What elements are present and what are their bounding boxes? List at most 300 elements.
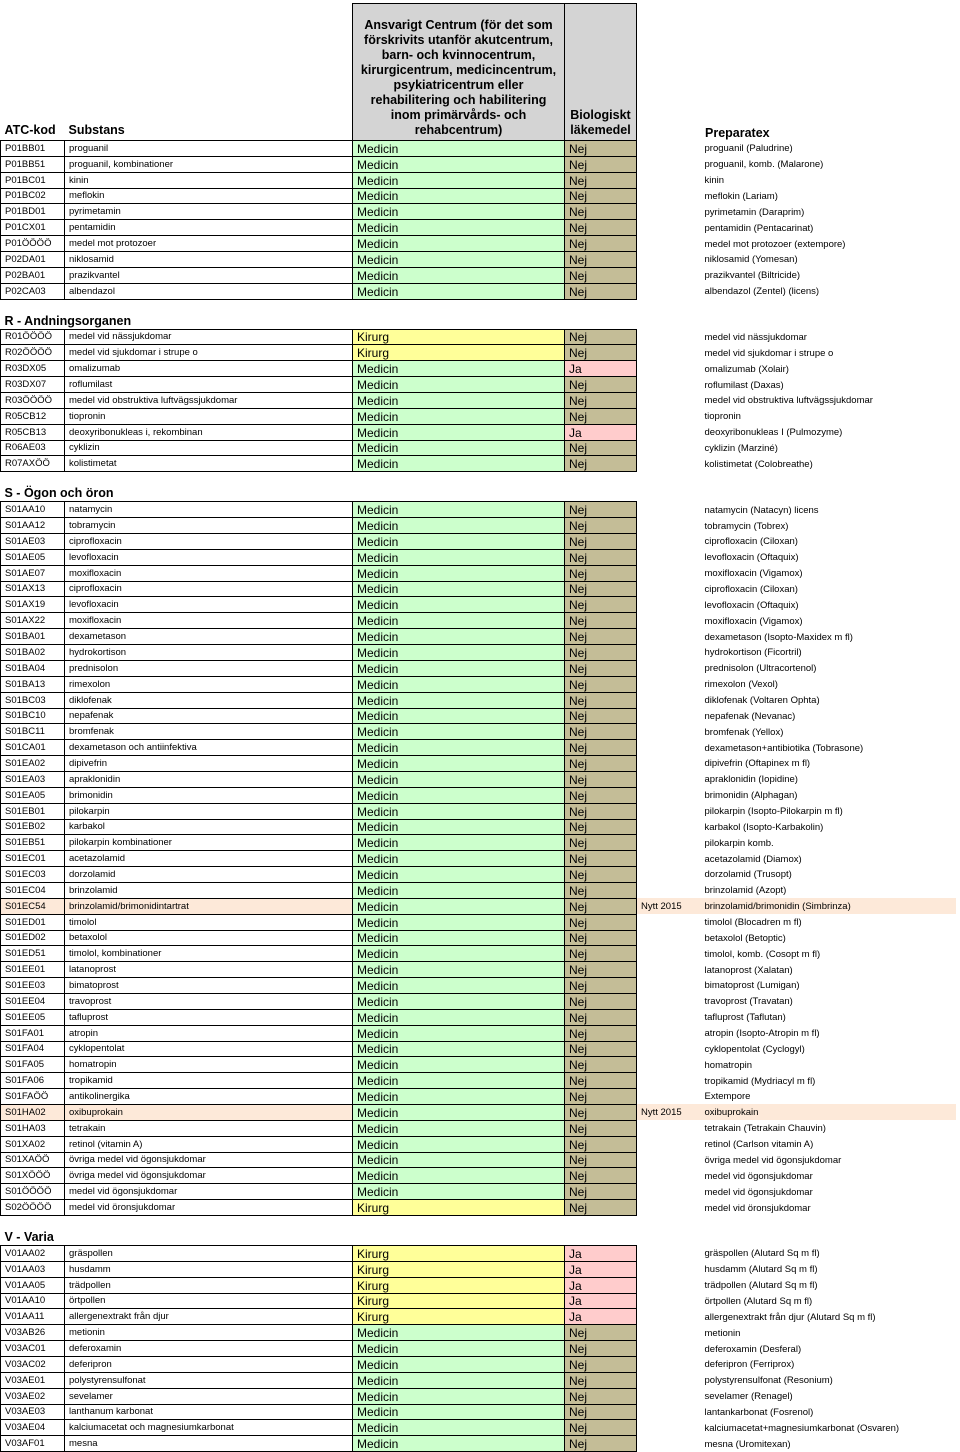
- ansvarigt-centrum: Medicin: [353, 456, 565, 472]
- biologiskt-lakemedel: Nej: [565, 676, 637, 692]
- preparat: roflumilast (Daxas): [704, 379, 784, 391]
- biologiskt-lakemedel: Nej: [565, 236, 637, 252]
- note: [637, 267, 703, 283]
- ansvarigt-centrum: Medicin: [353, 565, 565, 581]
- atc-code: V01AA02: [1, 1246, 65, 1262]
- biologiskt-lakemedel: Nej: [565, 1404, 637, 1420]
- biologiskt-lakemedel: Nej: [565, 456, 637, 472]
- substans: örtpollen: [65, 1293, 353, 1309]
- substans: medel vid nässjukdomar: [65, 329, 353, 345]
- biologiskt-lakemedel: Nej: [565, 898, 637, 914]
- note: [637, 1293, 703, 1309]
- preparat: timolol (Blocadren m fl): [704, 917, 802, 929]
- substans: dexametason och antiinfektiva: [65, 740, 353, 756]
- note: [637, 1184, 703, 1200]
- ansvarigt-centrum: Medicin: [353, 1436, 565, 1452]
- atc-code: S01EB01: [1, 803, 65, 819]
- biologiskt-lakemedel: Nej: [565, 835, 637, 851]
- section-title: S - Ögon och öron: [4, 486, 114, 501]
- table-row: [1, 1277, 956, 1293]
- ansvarigt-centrum: Medicin: [353, 1025, 565, 1041]
- ansvarigt-centrum: Kirurg: [353, 329, 565, 345]
- atc-code: S01EB51: [1, 835, 65, 851]
- atc-code: R06AE03: [1, 440, 65, 456]
- biologiskt-lakemedel: Ja: [565, 1309, 637, 1325]
- biologiskt-lakemedel: Nej: [565, 1184, 637, 1200]
- note: [637, 914, 703, 930]
- atc-code: S01FA01: [1, 1025, 65, 1041]
- biologiskt-lakemedel: Nej: [565, 345, 637, 361]
- preparat: dexametason (Isopto-Maxidex m fl): [704, 631, 853, 643]
- table-row: [1, 1261, 956, 1277]
- table-row: [1, 993, 956, 1009]
- biologiskt-lakemedel: Nej: [565, 1057, 637, 1073]
- ansvarigt-centrum: Medicin: [353, 597, 565, 613]
- header-preparatex: Preparatex: [705, 125, 770, 140]
- atc-code: V03AE03: [1, 1404, 65, 1420]
- table-row: [1, 534, 956, 550]
- biologiskt-lakemedel: Nej: [565, 629, 637, 645]
- substans: travoprost: [65, 993, 353, 1009]
- biologiskt-lakemedel: Ja: [565, 424, 637, 440]
- table-row: [1, 361, 956, 377]
- substans: betaxolol: [65, 930, 353, 946]
- atc-code: S01FA05: [1, 1057, 65, 1073]
- note: [637, 708, 703, 724]
- biologiskt-lakemedel: Nej: [565, 978, 637, 994]
- preparat: atropin (Isopto-Atropin m fl): [704, 1028, 820, 1040]
- note: [637, 1057, 703, 1073]
- note: [637, 819, 703, 835]
- biologiskt-lakemedel: Nej: [565, 283, 637, 299]
- substans: deferoxamin: [65, 1341, 353, 1357]
- header-biologiskt: Biologiskt läkemedel: [565, 4, 637, 141]
- substans: medel vid sjukdomar i strupe o: [65, 345, 353, 361]
- note: Nytt 2015: [637, 1104, 703, 1120]
- ansvarigt-centrum: Medicin: [353, 141, 565, 157]
- atc-code: P01BC01: [1, 172, 65, 188]
- atc-code: R03DX05: [1, 361, 65, 377]
- atc-code: S01EC01: [1, 851, 65, 867]
- preparat: moxifloxacin (Vigamox): [704, 615, 803, 627]
- substans: niklosamid: [65, 252, 353, 268]
- ansvarigt-centrum: Medicin: [353, 993, 565, 1009]
- table-row: [1, 1089, 956, 1105]
- preparat: polystyrensulfonat (Resonium): [704, 1375, 833, 1387]
- atc-code: S01AE07: [1, 565, 65, 581]
- atc-code: P01BB01: [1, 141, 65, 157]
- ansvarigt-centrum: Medicin: [353, 534, 565, 550]
- table-row: [1, 978, 956, 994]
- atc-code: S01BA01: [1, 629, 65, 645]
- substans: timolol: [65, 914, 353, 930]
- note: [637, 361, 703, 377]
- atc-code: S01EE04: [1, 993, 65, 1009]
- biologiskt-lakemedel: Ja: [565, 361, 637, 377]
- note: [637, 692, 703, 708]
- atc-code: S01EA03: [1, 771, 65, 787]
- preparat: dipivefrin (Oftapinex m fl): [704, 758, 811, 770]
- biologiskt-lakemedel: Nej: [565, 1200, 637, 1216]
- substans: tobramycin: [65, 518, 353, 534]
- preparat: kinin: [704, 175, 725, 187]
- header-row: [1, 4, 956, 141]
- ansvarigt-centrum: Medicin: [353, 882, 565, 898]
- ansvarigt-centrum: Medicin: [353, 1104, 565, 1120]
- atc-code: V03AB26: [1, 1325, 65, 1341]
- section-header: [1, 485, 956, 502]
- biologiskt-lakemedel: Nej: [565, 581, 637, 597]
- table-row: [1, 898, 956, 914]
- biologiskt-lakemedel: Nej: [565, 946, 637, 962]
- substans: medel vid obstruktiva luftvägssjukdomar: [65, 393, 353, 409]
- substans: homatropin: [65, 1057, 353, 1073]
- atc-code: V01AA11: [1, 1309, 65, 1325]
- table-row: [1, 1041, 956, 1057]
- ansvarigt-centrum: Medicin: [353, 252, 565, 268]
- atc-code: S01FA04: [1, 1041, 65, 1057]
- ansvarigt-centrum: Medicin: [353, 220, 565, 236]
- table-row: [1, 220, 956, 236]
- ansvarigt-centrum: Medicin: [353, 1388, 565, 1404]
- preparat: bromfenak (Yellox): [704, 726, 784, 738]
- atc-code: S01EB02: [1, 819, 65, 835]
- preparat: tetrakain (Tetrakain Chauvin): [704, 1123, 826, 1135]
- ansvarigt-centrum: Medicin: [353, 1404, 565, 1420]
- preparat: gräspollen (Alutard Sq m fl): [704, 1248, 820, 1260]
- biologiskt-lakemedel: Nej: [565, 756, 637, 772]
- preparat: bimatoprost (Lumigan): [704, 980, 800, 992]
- note: [637, 724, 703, 740]
- note: [637, 252, 703, 268]
- substans: sevelamer: [65, 1388, 353, 1404]
- ansvarigt-centrum: Medicin: [353, 708, 565, 724]
- substans: albendazol: [65, 283, 353, 299]
- biologiskt-lakemedel: Nej: [565, 1041, 637, 1057]
- note: [637, 645, 703, 661]
- table-row: [1, 1388, 956, 1404]
- ansvarigt-centrum: Medicin: [353, 962, 565, 978]
- atc-code: V03AC01: [1, 1341, 65, 1357]
- note: [637, 1388, 703, 1404]
- atc-code: S01BC03: [1, 692, 65, 708]
- biologiskt-lakemedel: Nej: [565, 993, 637, 1009]
- atc-code: V03AE02: [1, 1388, 65, 1404]
- spacer-row: [1, 472, 956, 486]
- substans: timolol, kombinationer: [65, 946, 353, 962]
- ansvarigt-centrum: Medicin: [353, 393, 565, 409]
- note: [637, 660, 703, 676]
- note: [637, 440, 703, 456]
- atc-code: S01BA04: [1, 660, 65, 676]
- atc-code: S01HA03: [1, 1120, 65, 1136]
- substans: pyrimetamin: [65, 204, 353, 220]
- preparat: hydrokortison (Ficortril): [704, 647, 802, 659]
- ansvarigt-centrum: Medicin: [353, 1089, 565, 1105]
- substans: brinzolamid: [65, 882, 353, 898]
- preparat: dorzolamid (Trusopt): [704, 869, 792, 881]
- biologiskt-lakemedel: Nej: [565, 1372, 637, 1388]
- substans: acetazolamid: [65, 851, 353, 867]
- ansvarigt-centrum: Medicin: [353, 408, 565, 424]
- table-row: [1, 1341, 956, 1357]
- table-row: [1, 1200, 956, 1216]
- biologiskt-lakemedel: Nej: [565, 645, 637, 661]
- ansvarigt-centrum: Medicin: [353, 819, 565, 835]
- biologiskt-lakemedel: Nej: [565, 660, 637, 676]
- note: [637, 502, 703, 518]
- preparat: niklosamid (Yomesan): [704, 254, 798, 266]
- biologiskt-lakemedel: Nej: [565, 1073, 637, 1089]
- biologiskt-lakemedel: Nej: [565, 740, 637, 756]
- note: [637, 787, 703, 803]
- note: [637, 882, 703, 898]
- atc-code: R03DX07: [1, 377, 65, 393]
- note: [637, 1246, 703, 1262]
- table-row: [1, 660, 956, 676]
- table-row: [1, 724, 956, 740]
- substans: medel vid ögonsjukdomar: [65, 1184, 353, 1200]
- table-row: [1, 1309, 956, 1325]
- substans: polystyrensulfonat: [65, 1372, 353, 1388]
- table-row: [1, 565, 956, 581]
- substans: natamycin: [65, 502, 353, 518]
- note: [637, 771, 703, 787]
- substans: gräspollen: [65, 1246, 353, 1262]
- ansvarigt-centrum: Medicin: [353, 440, 565, 456]
- atc-code: S02ÖÖÖÖ: [1, 1200, 65, 1216]
- ansvarigt-centrum: Medicin: [353, 1152, 565, 1168]
- atc-code: S01ED02: [1, 930, 65, 946]
- ansvarigt-centrum: Medicin: [353, 771, 565, 787]
- preparat: brimonidin (Alphagan): [704, 790, 798, 802]
- table-row: [1, 1436, 956, 1452]
- atc-code: S01ED01: [1, 914, 65, 930]
- preparat: medel vid nässjukdomar: [704, 331, 807, 343]
- biologiskt-lakemedel: Nej: [565, 329, 637, 345]
- atc-code: S01BC10: [1, 708, 65, 724]
- table-row: [1, 851, 956, 867]
- atc-code: S01ÖÖÖÖ: [1, 1184, 65, 1200]
- preparat: cyklizin (Marziné): [704, 442, 778, 454]
- note: [637, 236, 703, 252]
- preparat: deoxyribonukleas I (Pulmozyme): [704, 427, 843, 439]
- preparat: betaxolol (Betoptic): [704, 932, 786, 944]
- biologiskt-lakemedel: Nej: [565, 156, 637, 172]
- preparat: prednisolon (Ultracortenol): [704, 663, 817, 675]
- table-row: [1, 645, 956, 661]
- substans: levofloxacin: [65, 549, 353, 565]
- note: [637, 946, 703, 962]
- ansvarigt-centrum: Medicin: [353, 803, 565, 819]
- biologiskt-lakemedel: Nej: [565, 141, 637, 157]
- note: [637, 1089, 703, 1105]
- note: [637, 1152, 703, 1168]
- substans: tropikamid: [65, 1073, 353, 1089]
- substans: cyklopentolat: [65, 1041, 353, 1057]
- table-row: [1, 1420, 956, 1436]
- biologiskt-lakemedel: Nej: [565, 1152, 637, 1168]
- biologiskt-lakemedel: Ja: [565, 1293, 637, 1309]
- ansvarigt-centrum: Medicin: [353, 898, 565, 914]
- table-row: [1, 456, 956, 472]
- atc-code: P02DA01: [1, 252, 65, 268]
- table-row: [1, 393, 956, 409]
- biologiskt-lakemedel: Nej: [565, 1341, 637, 1357]
- biologiskt-lakemedel: Nej: [565, 962, 637, 978]
- table-row: [1, 1404, 956, 1420]
- preparat: ciprofloxacin (Ciloxan): [704, 536, 798, 548]
- note: [637, 613, 703, 629]
- biologiskt-lakemedel: Nej: [565, 851, 637, 867]
- substans: levofloxacin: [65, 597, 353, 613]
- biologiskt-lakemedel: Nej: [565, 819, 637, 835]
- preparat: natamycin (Natacyn) licens: [704, 504, 819, 516]
- section-header: [1, 313, 956, 330]
- biologiskt-lakemedel: Nej: [565, 440, 637, 456]
- substans: moxifloxacin: [65, 565, 353, 581]
- substans: trädpollen: [65, 1277, 353, 1293]
- table-row: [1, 835, 956, 851]
- atc-code: S01XÖÖÖ: [1, 1168, 65, 1184]
- ansvarigt-centrum: Medicin: [353, 549, 565, 565]
- note: [637, 534, 703, 550]
- preparat: medel vid sjukdomar i strupe o: [704, 347, 834, 359]
- substans: brimonidin: [65, 787, 353, 803]
- biologiskt-lakemedel: Nej: [565, 882, 637, 898]
- preparat: Extempore: [704, 1091, 751, 1103]
- table-row: [1, 819, 956, 835]
- ansvarigt-centrum: Medicin: [353, 1341, 565, 1357]
- substans: metionin: [65, 1325, 353, 1341]
- note: [637, 930, 703, 946]
- biologiskt-lakemedel: Nej: [565, 803, 637, 819]
- atc-code: S01AX19: [1, 597, 65, 613]
- substans: hydrokortison: [65, 645, 353, 661]
- biologiskt-lakemedel: Nej: [565, 1136, 637, 1152]
- note: [637, 1025, 703, 1041]
- substans: karbakol: [65, 819, 353, 835]
- biologiskt-lakemedel: Nej: [565, 914, 637, 930]
- header-substans: Substans: [68, 123, 125, 137]
- atc-code: R05CB12: [1, 408, 65, 424]
- table-row: [1, 962, 956, 978]
- preparat: ciprofloxacin (Ciloxan): [704, 583, 798, 595]
- table-row: [1, 1057, 956, 1073]
- atc-code: P01CX01: [1, 220, 65, 236]
- drug-table: [0, 3, 956, 1452]
- biologiskt-lakemedel: Nej: [565, 502, 637, 518]
- biologiskt-lakemedel: Nej: [565, 1168, 637, 1184]
- note: [637, 1073, 703, 1089]
- note: [637, 756, 703, 772]
- preparat: albendazol (Zentel) (licens): [704, 286, 820, 298]
- ansvarigt-centrum: Kirurg: [353, 1293, 565, 1309]
- ansvarigt-centrum: Medicin: [353, 1372, 565, 1388]
- preparat: deferoxamin (Desferal): [704, 1343, 802, 1355]
- table-row: [1, 1152, 956, 1168]
- preparat: brinzolamid (Azopt): [704, 885, 787, 897]
- preparat: travoprost (Travatan): [704, 996, 793, 1008]
- ansvarigt-centrum: Kirurg: [353, 1309, 565, 1325]
- note: [637, 408, 703, 424]
- substans: medel vid öronsjukdomar: [65, 1200, 353, 1216]
- atc-code: S01AX13: [1, 581, 65, 597]
- note: [637, 188, 703, 204]
- biologiskt-lakemedel: Nej: [565, 1325, 637, 1341]
- ansvarigt-centrum: Medicin: [353, 740, 565, 756]
- substans: medel mot protozoer: [65, 236, 353, 252]
- table-row: [1, 867, 956, 883]
- preparat: oxibuprokain: [703, 1104, 956, 1120]
- substans: latanoprost: [65, 962, 353, 978]
- atc-code: P01ÖÖÖÖ: [1, 236, 65, 252]
- preparat: medel vid obstruktiva luftvägssjukdomar: [704, 395, 873, 407]
- preparat: lantankarbonat (Fosrenol): [704, 1406, 814, 1418]
- biologiskt-lakemedel: Nej: [565, 549, 637, 565]
- atc-code: V03AC02: [1, 1357, 65, 1373]
- substans: ciprofloxacin: [65, 534, 353, 550]
- atc-code: S01CA01: [1, 740, 65, 756]
- preparat: deferipron (Ferriprox): [704, 1359, 795, 1371]
- substans: dipivefrin: [65, 756, 353, 772]
- preparat: nepafenak (Nevanac): [704, 710, 796, 722]
- note: [637, 1200, 703, 1216]
- note: [637, 1041, 703, 1057]
- preparat: apraklonidin (Iopidine): [704, 774, 798, 786]
- note: [637, 835, 703, 851]
- substans: deferipron: [65, 1357, 353, 1373]
- ansvarigt-centrum: Medicin: [353, 930, 565, 946]
- biologiskt-lakemedel: Nej: [565, 1120, 637, 1136]
- note: [637, 345, 703, 361]
- table-row: [1, 597, 956, 613]
- table-row: [1, 549, 956, 565]
- note: [637, 1436, 703, 1452]
- biologiskt-lakemedel: Nej: [565, 252, 637, 268]
- table-row: [1, 408, 956, 424]
- atc-code: R01ÖÖÖÖ: [1, 329, 65, 345]
- note: [637, 424, 703, 440]
- atc-code: V03AE01: [1, 1372, 65, 1388]
- biologiskt-lakemedel: Ja: [565, 1261, 637, 1277]
- substans: prednisolon: [65, 660, 353, 676]
- note: [637, 962, 703, 978]
- note: [637, 329, 703, 345]
- ansvarigt-centrum: Medicin: [353, 629, 565, 645]
- ansvarigt-centrum: Medicin: [353, 851, 565, 867]
- note: [637, 1325, 703, 1341]
- note: [637, 978, 703, 994]
- preparat: latanoprost (Xalatan): [704, 964, 793, 976]
- atc-code: R05CB13: [1, 424, 65, 440]
- note: [637, 377, 703, 393]
- atc-code: P01BC02: [1, 188, 65, 204]
- biologiskt-lakemedel: Nej: [565, 518, 637, 534]
- table-row: [1, 267, 956, 283]
- preparat: tropikamid (Mydriacyl m fl): [704, 1075, 816, 1087]
- atc-code: S01FA06: [1, 1073, 65, 1089]
- preparat: medel mot protozoer (extempore): [704, 238, 846, 250]
- biologiskt-lakemedel: Nej: [565, 613, 637, 629]
- table-row: [1, 283, 956, 299]
- biologiskt-lakemedel: Nej: [565, 1089, 637, 1105]
- table-row: [1, 518, 956, 534]
- preparat: homatropin: [704, 1059, 753, 1071]
- biologiskt-lakemedel: Nej: [565, 597, 637, 613]
- substans: oxibuprokain: [65, 1104, 353, 1120]
- section-header: [1, 1229, 956, 1246]
